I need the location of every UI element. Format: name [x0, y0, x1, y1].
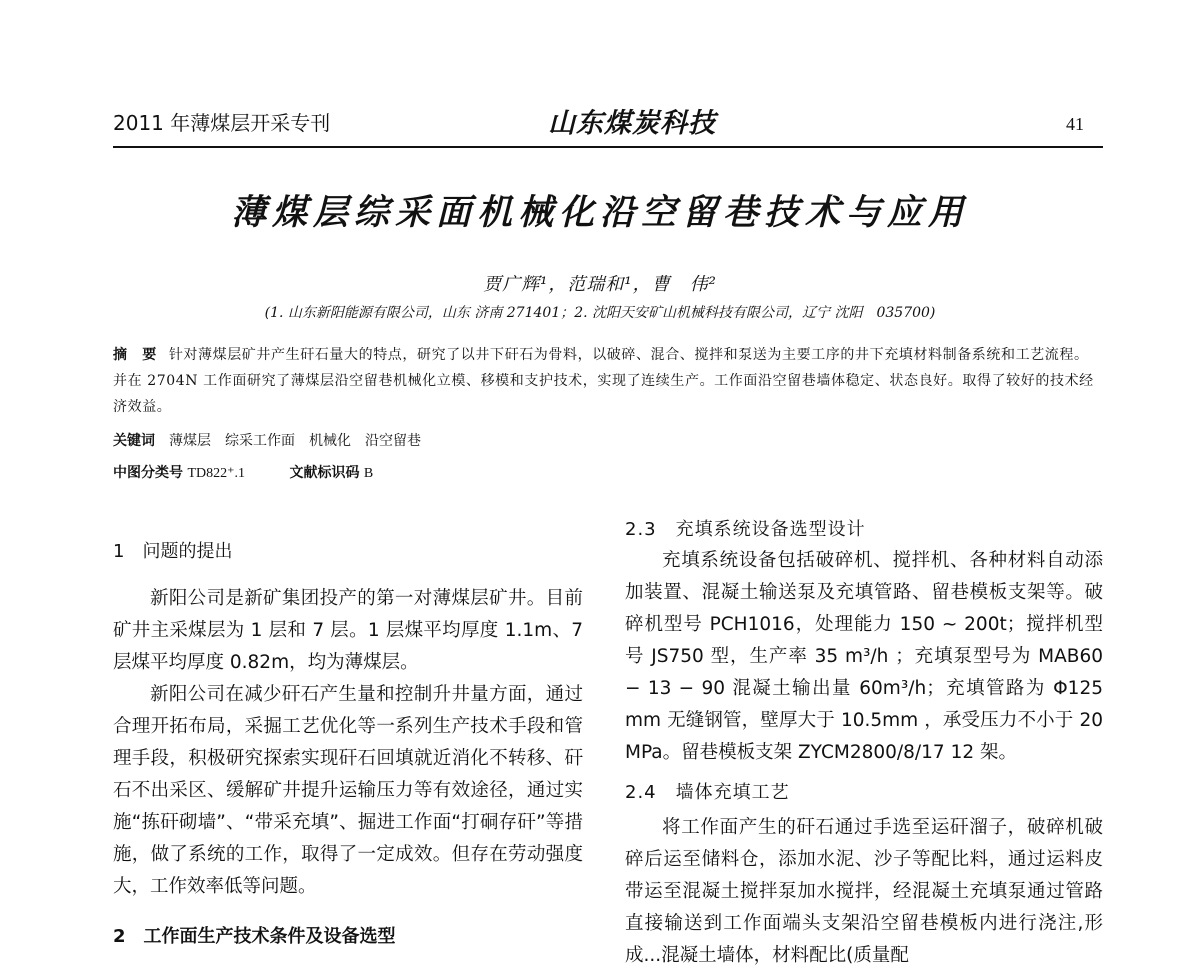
paragraph: 充填系统设备包括破碎机、搅拌机、各种材料自动添加装置、混凝土输送泵及充填管路、留巷模板支架等。破碎机型号 PCH1016，处理能力 150 ~ 200t；搅拌机型号 JS750 型，生产率 35 m³/h ；充填泵型号为 MAB60 − 13 − 90 混凝土输出量 60m³/h；充填管路为 Φ125 mm 无缝钢管，壁厚大于 10.5mm ，承受压力不小于 20 MPa。留巷模板支架 ZYCM2800/8/17 12 架。 — [625, 550, 1103, 763]
keywords-label: 关键词 — [113, 433, 155, 449]
paragraph: 新阳公司是新矿集团投产的第一对薄煤层矿井。目前矿井主采煤层为 1 层和 7 层。1 层煤平均厚度 1.1m、7 层煤平均厚度 0.82m，均为薄煤层。 — [113, 588, 583, 673]
keywords — [113, 430, 421, 450]
doc-code-label: 文献标识码 — [289, 465, 360, 481]
abstract-label: 摘 要 — [113, 347, 157, 363]
header-rule — [113, 146, 1103, 148]
paragraph: 新阳公司在减少矸石产生量和控制升井量方面，通过合理开拓布局，采掘工艺优化等一系列生产技术手段和管理手段，积极研究探索实现矸石回填就近消化不转移、矸石不出采区、缓解矿井提升运输压力等有效途径，通过实施“拣矸砌墙”、“带采充填”、掘进工作面“打硐存矸”等措施，做了系统的工作，取得了一定成效。但存在劳动强度大，工作效率低等问题。 — [113, 684, 583, 897]
abstract-text: 针对薄煤层矿井产生矸石量大的特点，研究了以井下矸石为骨料，以破碎、混合、搅拌和泵送为主要工序的井下充填材料制备系统和工艺流程。并在 2704N 工作面研究了薄煤层沿空留巷机械化立模、移模和支护技术，实现了连续生产。工作面沿空留巷墙体稳定、状态良好。取得了较好的技术经济效益。 — [113, 347, 1094, 415]
right-column-para-2 — [625, 812, 1103, 966]
authors: 贾广辉¹，范瑞和¹，曹 伟² — [483, 274, 717, 295]
classification — [113, 462, 413, 482]
right-column-para-1 — [625, 545, 1103, 769]
clc-value: TD822⁺.1 — [187, 466, 246, 481]
doc-code-value: B — [363, 466, 374, 481]
section-2-3-heading: 2.3 充填系统设备选型设计 — [625, 519, 866, 540]
section-1-heading: 1 问题的提出 — [113, 541, 233, 562]
section-2-4-heading: 2.4 墙体充填工艺 — [625, 782, 790, 803]
journal-logo: 山东煤炭科技 — [548, 108, 716, 139]
affiliations: (1. 山东新阳能源有限公司，山东 济南 271401；2. 沈阳天安矿山机械科技有限公司，辽宁 沈阳 035700) — [264, 305, 936, 321]
page-number: 41 — [1066, 114, 1084, 134]
keywords-text: 薄煤层 综采工作面 机械化 沿空留巷 — [169, 433, 421, 449]
left-column-body — [113, 583, 583, 903]
running-header-issue: 2011 年薄煤层开采专刊 — [113, 111, 331, 135]
paper-title: 薄煤层综采面机械化沿空留巷技术与应用 — [230, 192, 969, 233]
section-2-heading: 2 工作面生产技术条件及设备选型 — [113, 926, 396, 947]
clc-label: 中图分类号 — [113, 465, 183, 481]
abstract — [113, 342, 1103, 420]
paragraph: 将工作面产生的矸石通过手选至运矸溜子，破碎机破碎后运至储料仓，添加水泥、沙子等配比料，通过运料皮带运至混凝土搅拌泵加水搅拌，经混凝土充填泵通过管路直接输送到工作面端头支架沿空留巷模板内进行浇注,形成...混凝土墙体，材料配比(质量配 — [625, 817, 1103, 966]
